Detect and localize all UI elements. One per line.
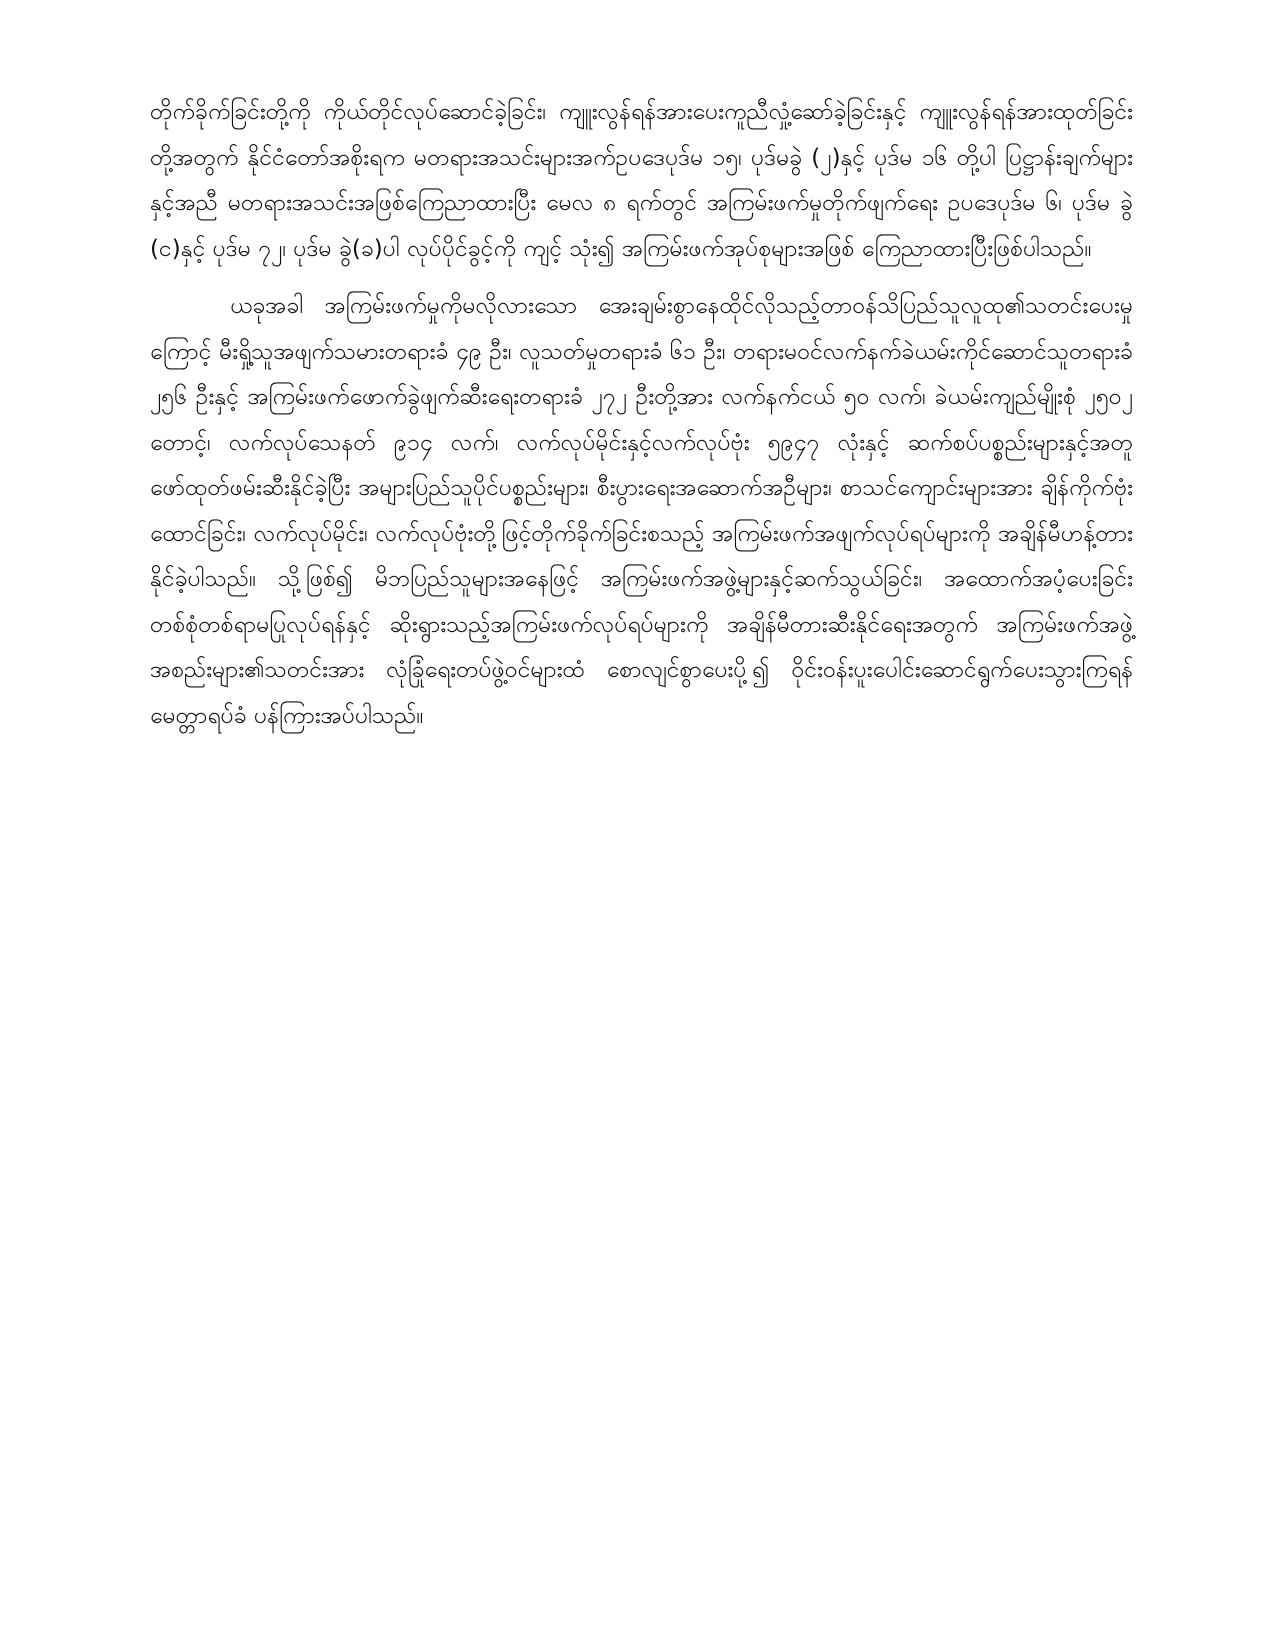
paragraph-2: ယခုအခါ အကြမ်းဖက်မှုကိုမလိုလားသော အေးချမ်းစွာနေထိုင်လိုသည့်တာဝန်သိပြည်သူလူထု၏သတင်းပေးမှုကြောင့် မီးရှို့သူအဖျက်သမားတရားခံ ၄၉ ဦး၊ လူသတ်မှုတရားခံ ၆၁ ဦး၊ တရားမဝင်လက်နက်ခဲယမ်းကိုင်ဆောင်သူတရားခံ ၂၅၆ ဦးနှင့် အကြမ်းဖက်ဖောက်ခွဲဖျက်ဆီးရေးတရားခံ ၂၇၂ ဦးတို့အား လက်နက်ငယ် ၅၀ လက်၊ ခဲယမ်းကျည်မျိုးစုံ ၂၅၀၂ တောင့်၊ လက်လုပ်သေနတ် ၉၁၄ လက်၊ လက်လုပ်မိုင်းနှင့်လက်လုပ်ဗုံး ၅၉၄၇ လုံးနှင့် ဆက်စပ်ပစ္စည်းများနှင့်အတူ ဖော်ထုတ်ဖမ်းဆီးနိုင်ခဲ့ပြီး အများပြည်သူပိုင်ပစ္စည်းများ၊ စီးပွားရေးအဆောက်အဦများ၊ စာသင်ကျောင်းများအား ချိန်ကိုက်ဗုံးထောင်ခြင်း၊ လက်လုပ်မိုင်း၊ လက်လုပ်ဗုံးတို့ဖြင့်တိုက်ခိုက်ခြင်းစသည့် အကြမ်းဖက်အဖျက်လုပ်ရပ်များကို အချိန်မီဟန့်တားနိုင်ခဲ့ပါသည်။ သို့ဖြစ်၍ မိဘပြည်သူများအနေဖြင့် အကြမ်းဖက်အဖွဲ့များနှင့်ဆက်သွယ်ခြင်း၊ အထောက်အပံ့ပေးခြင်း တစ်စုံတစ်ရာမပြုလုပ်ရန်နှင့် ဆိုးရွားသည့်အကြမ်းဖက်လုပ်ရပ်များကို အချိန်မီတားဆီးနိုင်ရေးအတွက် အကြမ်းဖက်အဖွဲ့အစည်းများ၏သတင်းအား လုံခြုံရေးတပ်ဖွဲ့ဝင်များထံ စောလျင်စွာပေးပို့၍ ဝိုင်းဝန်းပူးပေါင်းဆောင်ရွက်ပေးသွားကြရန် မေတ္တာရပ်ခံ ပန်ကြားအပ်ပါသည်။ — [150, 293, 1133, 729]
paragraph-1: တိုက်ခိုက်ခြင်းတို့ကို ကိုယ်တိုင်လုပ်ဆောင်ခဲ့ခြင်း၊ ကျူးလွန်ရန်အားပေးကူညီလှုံ့ဆော်ခဲ့ခြင်းနှင့် ကျူးလွန်ရန်အားထုတ်ခြင်းတို့အတွက် နိုင်ငံတော်အစိုးရက မတရားအသင်းများအက်ဥပဒေပုဒ်မ ၁၅၊ ပုဒ်မခွဲ (၂)နှင့် ပုဒ်မ ၁၆ တို့ပါ ပြဋ္ဌာန်းချက်များနှင့်အညီ မတရားအသင်းအဖြစ်ကြေညာထားပြီး မေလ ၈ ရက်တွင် အကြမ်းဖက်မှုတိုက်ဖျက်ရေး ဥပဒေပုဒ်မ ၆၊ ပုဒ်မ ခွဲ (င)နှင့် ပုဒ်မ ၇၂၊ ပုဒ်မ ခွဲ(ခ)ပါ လုပ်ပိုင်ခွင့်ကို ကျင့် သုံး၍ အကြမ်းဖက်အုပ်စုများအဖြစ် ကြေညာထားပြီးဖြစ်ပါသည်။ — [150, 99, 1133, 262]
document-page — [150, 90, 1133, 739]
